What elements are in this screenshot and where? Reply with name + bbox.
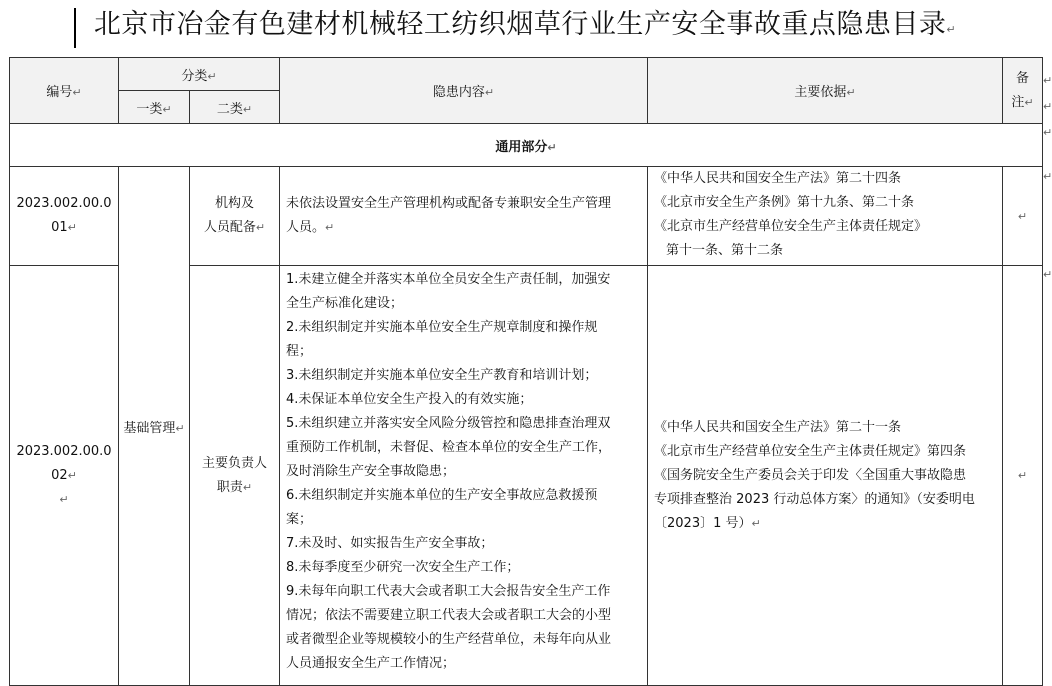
paragraph-mark: ↵ [162,102,172,116]
paragraph-mark: ↵ [1043,126,1052,139]
row2-code-line1: 2023.002.00.0 [16,443,112,459]
header-category [119,58,280,91]
header-row-1 [10,58,1043,91]
paragraph-mark: ↵ [72,86,82,99]
paragraph-mark: ↵ [325,221,335,234]
row1-content-line1: 未依法设置安全生产管理机构或配备专兼职安全生产管理 [286,196,612,211]
paragraph-mark: ↵ [846,86,856,99]
row2-content-line: 及时消除生产安全事故隐患； [286,464,456,479]
row1-basis-line3: 《北京市生产经营单位安全生产主体责任规定》 [654,219,928,234]
header-remark-label-2: 注 [1011,94,1025,110]
row2-content-line: 7.未及时、如实报告生产安全事故； [286,536,494,551]
row1-code-line1: 2023.002.00.0 [16,196,112,211]
paragraph-mark: ↵ [751,516,761,530]
row2-content-line: 全生产标准化建设； [286,296,404,311]
level1-cell [119,167,190,686]
row1-remark [1003,167,1043,266]
header-category-label: 分类 [181,68,208,84]
paragraph-mark: ↵ [1043,100,1052,113]
header-level2-label: 二类 [216,101,243,117]
row1-level2 [190,167,280,266]
paragraph-mark: ↵ [1024,95,1034,109]
paragraph-mark: ↵ [242,102,253,116]
row2-basis [648,266,1003,686]
header-level1 [119,91,190,124]
row2-level2 [190,266,280,686]
paragraph-mark: ↵ [1043,268,1052,281]
section-title: 通用部分 [495,139,548,155]
paragraph-mark: ↵ [1017,469,1028,482]
paragraph-mark: ↵ [67,468,77,482]
row2-remark [1003,266,1043,686]
header-basis-label: 主要依据 [794,85,847,100]
row2-level2-line1: 主要负责人 [202,455,268,471]
row2-content-line: 4.未保证本单位安全生产投入的有效实施； [286,392,533,407]
table-row [10,167,1043,266]
paragraph-mark: ↵ [59,492,69,506]
paragraph-mark: ↵ [207,69,217,83]
section-title-cell [10,124,1043,167]
row2-content-line: 5.未组织建立并落实安全风险分级管控和隐患排查治理双 [286,416,611,431]
row1-basis-line4: 第十一条、第十二条 [666,243,784,258]
row2-code-line2: 02 [51,467,68,483]
row2-content-line: 9.未每年向职工代表大会或者职工大会报告安全生产工作 [286,584,611,599]
row2-content-line: 1.未建立健全并落实本单位全员安全生产责任制，加强安 [286,272,611,287]
row2-content [280,266,648,686]
document-title-text: 北京市冶金有色建材机械轻工纺织烟草行业生产安全事故重点隐患目录 [93,9,947,40]
section-row [10,124,1043,167]
paragraph-mark: ↵ [67,221,77,234]
row1-code-line2: 01 [51,220,68,235]
header-content [280,58,648,124]
row2-content-line: 程； [286,344,313,359]
paragraph-mark: ↵ [175,421,185,435]
level1-label: 基础管理 [123,420,176,436]
paragraph-mark: ↵ [1017,209,1028,223]
header-remark-label-1: 备 [1016,70,1030,86]
paragraph-mark: ↵ [946,23,957,36]
header-code-label: 编号 [46,85,73,100]
paragraph-mark: ↵ [547,140,557,154]
paragraph-mark: ↵ [1043,170,1052,183]
row1-basis [648,167,1003,266]
row2-content-line: 2.未组织制定并实施本单位安全生产规章制度和操作规 [286,320,598,335]
row1-basis-line1: 《中华人民共和国安全生产法》第二十四条 [654,171,902,186]
paragraph-mark: ↵ [242,480,253,494]
row2-level2-line2: 职责 [216,479,243,495]
row2-content-line: 或者微型企业等规模较小的生产经营单位，未每年向从业 [286,632,612,647]
text-cursor [74,8,76,48]
paragraph-mark: ↵ [1043,74,1052,87]
row1-level2-line1: 机构及 [215,196,255,211]
paragraph-mark: ↵ [484,86,495,99]
row2-code [10,266,119,686]
row2-content-line: 情况；依法不需要建立职工代表大会或者职工大会的小型 [286,608,612,623]
row2-content-line: 8.未每季度至少研究一次安全生产工作； [286,560,520,575]
row2-content-line: 重预防工作机制，未督促、检查本单位的安全生产工作， [286,440,612,455]
row2-content-line: 6.未组织制定并实施本单位的生产安全事故应急救援预 [286,488,598,503]
header-content-label: 隐患内容 [432,85,485,100]
document-title [0,4,1050,46]
hazard-table [9,57,1043,686]
header-remark [1003,58,1043,124]
row2-basis-line: 《北京市生产经营单位安全生产主体责任规定》第四条 [654,443,967,459]
row2-content-line: 人员通报安全生产工作情况； [286,656,456,671]
row2-content-line: 案； [286,512,313,527]
paragraph-mark: ↵ [255,221,266,234]
row2-basis-line: 《中华人民共和国安全生产法》第二十一条 [654,419,902,435]
row1-content-line2: 人员。 [286,220,326,235]
header-code [10,58,119,124]
header-level2 [190,91,280,124]
header-level1-label: 一类 [136,101,163,117]
row1-basis-line2: 《北京市安全生产条例》第十九条、第二十条 [654,195,915,210]
header-basis [648,58,1003,124]
row1-code [10,167,119,266]
row2-content-line: 3.未组织制定并实施本单位安全生产教育和培训计划； [286,368,598,383]
row2-basis-line: 〔2023〕1 号） [654,515,752,531]
row1-level2-line2: 人员配备 [203,220,256,235]
row1-content [280,167,648,266]
row2-basis-line: 专项排查整治 2023 行动总体方案〉的通知》（安委明电 [654,491,975,507]
row2-basis-line: 《国务院安全生产委员会关于印发〈全国重大事故隐患 [654,467,967,483]
